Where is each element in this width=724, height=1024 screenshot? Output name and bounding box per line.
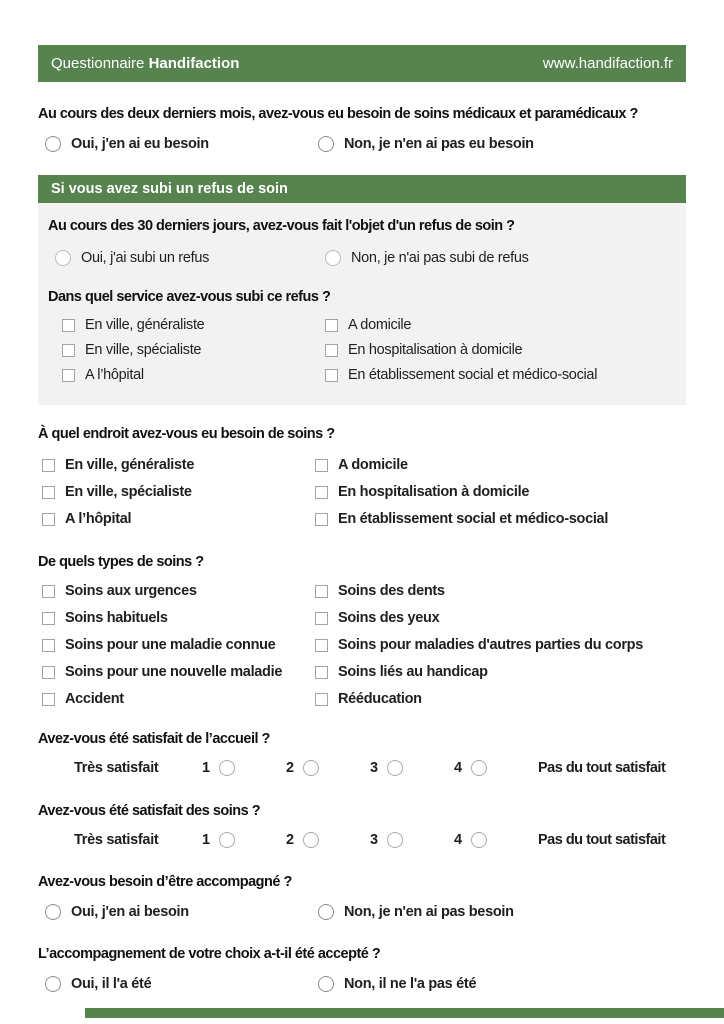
- radio-icon[interactable]: [303, 832, 319, 848]
- checkbox-label: A domicile: [338, 457, 408, 473]
- checkbox-label: Soins des yeux: [338, 610, 440, 626]
- checkbox-row: [38, 366, 686, 384]
- scale-point-1: [202, 831, 286, 849]
- accompagne-options-row: [38, 903, 686, 921]
- radio-option-non-accompagne[interactable]: [318, 903, 514, 921]
- checkbox-option-endroit[interactable]: [315, 510, 608, 528]
- header-url: www.handifaction.fr: [542, 55, 673, 72]
- checkbox-icon[interactable]: [42, 459, 55, 472]
- radio-label: Oui, j'en ai besoin: [71, 904, 189, 920]
- radio-option-oui-accepte[interactable]: [45, 975, 318, 993]
- radio-label: Non, je n'en ai pas eu besoin: [344, 136, 534, 152]
- scale-point-3: [370, 831, 454, 849]
- footer-bar: [85, 1008, 724, 1018]
- question-service-label: Dans quel service avez-vous subi ce refus ?: [48, 289, 331, 305]
- checkbox-label: En ville, spécialiste: [85, 342, 202, 358]
- checkbox-row: [38, 663, 686, 681]
- checkbox-option-type[interactable]: [315, 636, 643, 654]
- checkbox-option-endroit[interactable]: [42, 456, 315, 474]
- question-refus-label: Au cours des 30 derniers jours, avez-vous fait l'objet d'un refus de soin ?: [48, 218, 515, 234]
- question-accompagne-label: Avez-vous besoin d’être accompagné ?: [38, 874, 292, 890]
- checkbox-label: Soins des dents: [338, 583, 445, 599]
- accueil-scale-row: [38, 759, 686, 777]
- checkbox-option-service[interactable]: [62, 341, 325, 359]
- question-types-label: De quels types de soins ?: [38, 554, 204, 570]
- scale-point-3: [370, 759, 454, 777]
- checkbox-label: Soins liés au handicap: [338, 664, 488, 680]
- checkbox-label: Soins pour une maladie connue: [65, 637, 276, 653]
- scale-point-number: 2: [286, 760, 294, 776]
- checkbox-option-type[interactable]: [315, 663, 488, 681]
- checkbox-icon[interactable]: [62, 369, 75, 382]
- page-content: [38, 0, 686, 993]
- radio-icon[interactable]: [303, 760, 319, 776]
- checkbox-label: En ville, généraliste: [65, 457, 195, 473]
- checkbox-icon[interactable]: [62, 319, 75, 332]
- radio-icon[interactable]: [387, 832, 403, 848]
- radio-icon[interactable]: [318, 904, 334, 920]
- checkbox-icon[interactable]: [315, 459, 328, 472]
- checkbox-option-service[interactable]: [325, 341, 522, 359]
- scale-point-4: [454, 759, 538, 777]
- header-title: [51, 55, 239, 72]
- scale-max-label: Pas du tout satisfait: [538, 832, 666, 848]
- scale-point-number: 3: [370, 760, 378, 776]
- checkbox-option-type[interactable]: [42, 636, 315, 654]
- checkbox-icon[interactable]: [42, 666, 55, 679]
- radio-icon[interactable]: [325, 250, 341, 266]
- radio-option-oui-besoin[interactable]: [45, 135, 318, 153]
- scale-min-label: Très satisfait: [74, 832, 159, 848]
- checkbox-option-service[interactable]: [325, 366, 597, 384]
- checkbox-row: [38, 341, 686, 359]
- scale-point-2: [286, 831, 370, 849]
- radio-icon[interactable]: [318, 976, 334, 992]
- radio-option-non-refus[interactable]: [325, 249, 529, 267]
- checkbox-option-service[interactable]: [62, 316, 325, 334]
- radio-icon[interactable]: [45, 976, 61, 992]
- checkbox-option-type[interactable]: [42, 663, 315, 681]
- scale-point-1: [202, 759, 286, 777]
- checkbox-option-service[interactable]: [325, 316, 411, 334]
- checkbox-icon[interactable]: [62, 344, 75, 357]
- checkbox-option-service[interactable]: [62, 366, 325, 384]
- scale-max-label: Pas du tout satisfait: [538, 760, 666, 776]
- checkbox-label: Soins pour maladies d'autres parties du corps: [338, 637, 644, 653]
- checkbox-icon[interactable]: [315, 513, 328, 526]
- checkbox-option-type[interactable]: [315, 609, 439, 627]
- scale-point-number: 4: [454, 832, 462, 848]
- checkbox-option-endroit[interactable]: [42, 510, 315, 528]
- radio-icon[interactable]: [471, 832, 487, 848]
- scale-min-label: Très satisfait: [74, 760, 159, 776]
- checkbox-option-endroit[interactable]: [42, 483, 315, 501]
- checkbox-icon[interactable]: [315, 639, 328, 652]
- header-bar: [38, 45, 686, 82]
- checkbox-row: [38, 456, 686, 474]
- checkbox-label: A domicile: [348, 317, 412, 333]
- radio-icon[interactable]: [45, 136, 61, 152]
- radio-option-oui-accompagne[interactable]: [45, 903, 318, 921]
- checkbox-label: En ville, spécialiste: [65, 484, 192, 500]
- checkbox-label: Accident: [65, 691, 124, 707]
- refus-options-row: [38, 249, 686, 267]
- radio-icon[interactable]: [471, 760, 487, 776]
- scale-point-number: 4: [454, 760, 462, 776]
- checkbox-label: En établissement social et médico-social: [348, 367, 598, 383]
- service-checkbox-group: [38, 316, 686, 384]
- checkbox-icon[interactable]: [325, 344, 338, 357]
- checkbox-row: [38, 636, 686, 654]
- radio-label: Oui, j'en ai eu besoin: [71, 136, 209, 152]
- checkbox-option-type[interactable]: [42, 582, 315, 600]
- question-accueil-label: Avez-vous été satisfait de l’accueil ?: [38, 731, 270, 747]
- checkbox-row: [38, 483, 686, 501]
- radio-icon[interactable]: [387, 760, 403, 776]
- checkbox-row: [38, 510, 686, 528]
- checkbox-icon[interactable]: [315, 666, 328, 679]
- checkbox-icon[interactable]: [42, 486, 55, 499]
- checkbox-icon[interactable]: [315, 693, 328, 706]
- radio-icon[interactable]: [219, 760, 235, 776]
- checkbox-option-type[interactable]: [42, 690, 315, 708]
- checkbox-label: Soins aux urgences: [65, 583, 197, 599]
- endroit-checkbox-group: [38, 456, 686, 528]
- header-title-prefix: Questionnaire: [51, 55, 145, 72]
- scale-point-number: 2: [286, 832, 294, 848]
- types-checkbox-group: [38, 582, 686, 708]
- checkbox-option-type[interactable]: [42, 609, 315, 627]
- checkbox-row: [38, 316, 686, 334]
- checkbox-icon[interactable]: [42, 612, 55, 625]
- checkbox-label: Soins pour une nouvelle maladie: [65, 664, 283, 680]
- radio-icon[interactable]: [318, 136, 334, 152]
- radio-label: Non, il ne l'a pas été: [344, 976, 477, 992]
- checkbox-icon[interactable]: [325, 319, 338, 332]
- scale-point-4: [454, 831, 538, 849]
- checkbox-icon[interactable]: [42, 639, 55, 652]
- checkbox-row: [38, 690, 686, 708]
- besoin-options-row: [38, 135, 686, 153]
- checkbox-label: En établissement social et médico-social: [338, 511, 609, 527]
- question-accepte-label: L’accompagnement de votre choix a-t-il été accepté ?: [38, 946, 381, 962]
- scale-point-2: [286, 759, 370, 777]
- checkbox-label: A l’hôpital: [85, 367, 144, 383]
- accepte-options-row: [38, 975, 686, 993]
- checkbox-option-type[interactable]: [315, 582, 445, 600]
- radio-label: Oui, il l'a été: [71, 976, 152, 992]
- refus-panel: [38, 175, 686, 405]
- checkbox-icon[interactable]: [42, 513, 55, 526]
- checkbox-label: Rééducation: [338, 691, 422, 707]
- question-soins-label: Avez-vous été satisfait des soins ?: [38, 803, 261, 819]
- checkbox-label: En ville, généraliste: [85, 317, 205, 333]
- question-endroit-label: À quel endroit avez-vous eu besoin de soins ?: [38, 426, 335, 442]
- checkbox-icon[interactable]: [42, 693, 55, 706]
- scale-point-number: 1: [202, 760, 210, 776]
- checkbox-label: En hospitalisation à domicile: [338, 484, 530, 500]
- checkbox-label: Soins habituels: [65, 610, 168, 626]
- question-besoin-label: Au cours des deux derniers mois, avez-vous eu besoin de soins médicaux et paramédicaux ?: [38, 106, 638, 122]
- radio-label: Non, je n'en ai pas besoin: [344, 904, 514, 920]
- checkbox-label: En hospitalisation à domicile: [348, 342, 523, 358]
- checkbox-icon[interactable]: [42, 585, 55, 598]
- checkbox-label: A l’hôpital: [65, 511, 132, 527]
- refus-section-header: Si vous avez subi un refus de soin: [38, 175, 686, 203]
- checkbox-icon[interactable]: [325, 369, 338, 382]
- checkbox-row: [38, 582, 686, 600]
- checkbox-icon[interactable]: [315, 612, 328, 625]
- radio-icon[interactable]: [45, 904, 61, 920]
- radio-icon[interactable]: [55, 250, 71, 266]
- radio-label: Non, je n'ai pas subi de refus: [351, 250, 529, 266]
- checkbox-option-endroit[interactable]: [315, 456, 408, 474]
- checkbox-icon[interactable]: [315, 486, 328, 499]
- checkbox-option-endroit[interactable]: [315, 483, 529, 501]
- checkbox-row: [38, 609, 686, 627]
- header-title-brand: Handifaction: [148, 55, 240, 72]
- checkbox-icon[interactable]: [315, 585, 328, 598]
- radio-label: Oui, j'ai subi un refus: [81, 250, 210, 266]
- radio-option-oui-refus[interactable]: [55, 249, 325, 267]
- radio-option-non-besoin[interactable]: [318, 135, 534, 153]
- radio-option-non-accepte[interactable]: [318, 975, 476, 993]
- soins-scale-row: [38, 831, 686, 849]
- scale-point-number: 1: [202, 832, 210, 848]
- scale-point-number: 3: [370, 832, 378, 848]
- radio-icon[interactable]: [219, 832, 235, 848]
- checkbox-option-type[interactable]: [315, 690, 422, 708]
